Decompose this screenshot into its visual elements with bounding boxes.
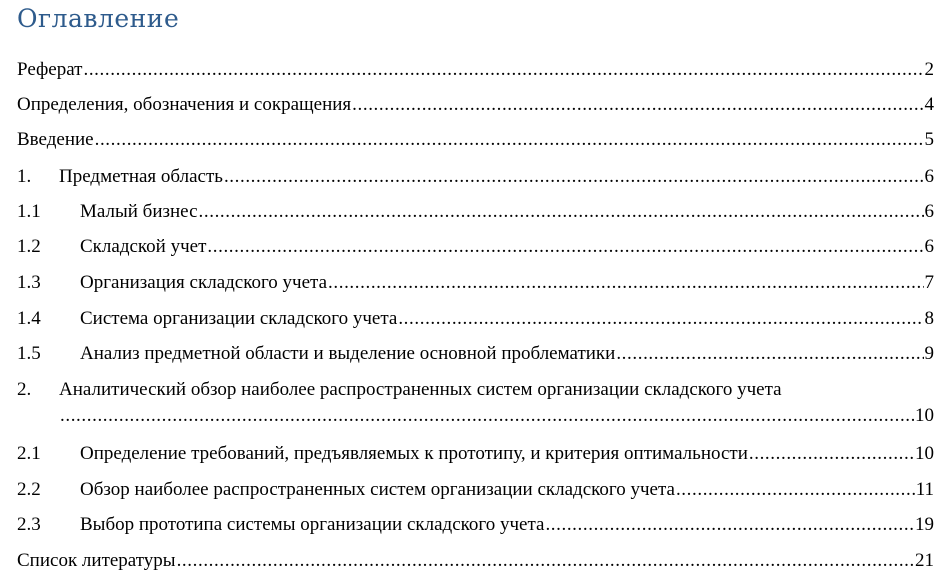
toc-entry-text: Анализ предметной области и выделение основной проблематики: [80, 343, 616, 364]
toc-entry-number: 1.3: [17, 272, 41, 293]
toc-page-number: 6: [924, 236, 934, 257]
toc-leader-dots: [545, 513, 914, 537]
toc-entry-text: Выбор прототипа системы организации складского учета: [80, 514, 545, 535]
toc-page-number: 6: [924, 166, 934, 187]
toc-entry-text: Определения, обозначения и сокращения: [17, 94, 352, 115]
toc-entry-line-second: [17, 404, 934, 428]
toc-entry-definitions[interactable]: [17, 93, 934, 117]
toc-entry-number: 1.: [17, 166, 32, 187]
toc-entry-section-2[interactable]: [17, 378, 934, 428]
toc-page-number: 11: [915, 479, 934, 500]
toc-leader-dots: [83, 58, 923, 82]
toc-page-number: 10: [915, 405, 934, 426]
toc-page-number: 7: [924, 272, 934, 293]
toc-leader-dots: [616, 342, 923, 366]
toc-page-number: 19: [915, 514, 934, 535]
toc-page-number: 6: [924, 201, 934, 222]
toc-page-number: 21: [915, 550, 934, 571]
toc-leader-dots: [207, 235, 923, 259]
toc-page-number: 10: [915, 443, 934, 464]
toc-entry-text: Складской учет: [80, 236, 207, 257]
toc-entry-text: Обзор наиболее распространенных систем организации складского учета: [80, 479, 675, 500]
toc-entry-number: 2.1: [17, 443, 41, 464]
toc-leader-dots: [199, 200, 924, 224]
toc-entry-number: 2.2: [17, 479, 41, 500]
toc-entry-number: 1.1: [17, 201, 41, 222]
toc-entry-section-1-2[interactable]: [17, 235, 934, 259]
toc-entry-text: Предметная область: [59, 166, 223, 187]
toc-leader-dots: [328, 271, 923, 295]
toc-leader-dots: [95, 128, 924, 152]
toc-leader-dots: [224, 165, 924, 189]
toc-entry-section-1-4[interactable]: [17, 307, 934, 331]
toc-entry-section-1-1[interactable]: [17, 200, 934, 224]
toc-entry-text: Аналитический обзор наиболее распространенных систем организации складского учета: [59, 379, 782, 400]
toc-entry-section-2-2[interactable]: [17, 478, 934, 502]
toc-leader-dots: [177, 549, 914, 573]
toc-entry-number: 1.4: [17, 308, 41, 329]
toc-entry-number: 1.5: [17, 343, 41, 364]
toc-page-number: 5: [924, 129, 934, 150]
toc-entry-number: 2.: [17, 379, 32, 400]
toc-leader-dots: [676, 478, 915, 502]
toc-entry-text: Список литературы: [17, 550, 176, 571]
toc-title: Оглавление: [17, 4, 180, 33]
toc-entry-text: Организация складского учета: [80, 272, 328, 293]
toc-leader-dots: [398, 307, 923, 331]
toc-entry-number: 1.2: [17, 236, 41, 257]
toc-entry-introduction[interactable]: [17, 128, 934, 152]
toc-entry-text: Реферат: [17, 59, 83, 80]
toc-entry-text: Введение: [17, 129, 94, 150]
toc-entry-text: Система организации складского учета: [80, 308, 398, 329]
toc-page-number: 8: [924, 308, 934, 329]
toc-entry-references[interactable]: [17, 549, 934, 573]
toc-leader-dots: [352, 93, 923, 117]
toc-entry-section-2-3[interactable]: [17, 513, 934, 537]
toc-entry-text: Малый бизнес: [80, 201, 198, 222]
toc-page-number: 9: [924, 343, 934, 364]
toc-leader-dots: [60, 404, 914, 428]
toc-entry-number: 2.3: [17, 514, 41, 535]
toc-entry-section-1[interactable]: [17, 165, 934, 189]
toc-page-number: 4: [924, 94, 934, 115]
toc-leader-dots: [749, 442, 914, 466]
toc-entry-section-1-5[interactable]: [17, 342, 934, 366]
toc-entry-section-2-1[interactable]: [17, 442, 934, 466]
toc-entry-text: Определение требований, предъявляемых к прототипу, и критерия оптимальности: [80, 443, 748, 464]
toc-entry-abstract[interactable]: [17, 58, 934, 82]
toc-entry-section-1-3[interactable]: [17, 271, 934, 295]
toc-page-number: 2: [924, 59, 934, 80]
toc-entry-line-first: [17, 378, 934, 402]
